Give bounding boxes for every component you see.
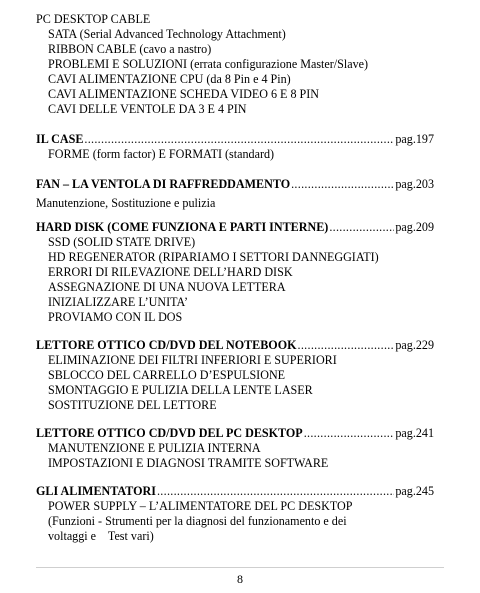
toc-subitem: Manutenzione, Sostituzione e pulizia [36,196,216,210]
dot-leader [291,177,394,192]
toc-subitem: CAVI DELLE VENTOLE DA 3 E 4 PIN [48,102,247,116]
toc-subitem: RIBBON CABLE (cavo a nastro) [48,42,212,56]
toc-entry-fan[interactable] [36,177,434,192]
toc-subitem: SMONTAGGIO E PULIZIA DELLA LENTE LASER [48,383,313,397]
toc-subitem: SOSTITUZIONE DEL LETTORE [48,398,217,412]
toc-subitem: SSD (SOLID STATE DRIVE) [48,235,196,249]
dot-leader [304,426,395,441]
dot-leader [157,484,394,499]
dot-leader [298,338,395,353]
toc-subitem: POWER SUPPLY – L’ALIMENTATORE DEL PC DESKTOP [48,499,353,513]
toc-entry-hard-disk[interactable] [36,220,434,235]
toc-subitem: SBLOCCO DEL CARRELLO D’ESPULSIONE [48,368,286,382]
toc-subitem: HD REGENERATOR (RIPARIAMO I SETTORI DANNEGGIATI) [48,250,379,264]
toc-entry-title: FAN – LA VENTOLA DI RAFFREDDAMENTO [36,177,291,191]
toc-entry-lettore-notebook[interactable] [36,338,434,353]
toc-entry-page: pag.209 [395,220,434,234]
toc-subitem: voltaggi e Test vari) [48,529,154,543]
toc-subitem: ASSEGNAZIONE DI UNA NUOVA LETTERA [48,280,286,294]
dot-leader [329,220,394,235]
toc-subitem: ERRORI DI RILEVAZIONE DELL’HARD DISK [48,265,293,279]
toc-subitem: MANUTENZIONE E PULIZIA INTERNA [48,441,261,455]
toc-entry-title: GLI ALIMENTATORI [36,484,156,498]
toc-entry-lettore-pc-desktop[interactable] [36,426,434,441]
section-heading-pc-desktop-cable: PC DESKTOP CABLE [36,12,151,26]
dot-leader [84,132,394,147]
toc-entry-title: LETTORE OTTICO CD/DVD DEL PC DESKTOP [36,426,303,440]
toc-entry-page: pag.241 [395,426,434,440]
toc-subitem: SATA (Serial Advanced Technology Attachment) [48,27,286,41]
toc-subitem: (Funzioni - Strumenti per la diagnosi del funzionamento e dei [48,514,347,528]
toc-entry-page: pag.203 [395,177,434,191]
toc-entry-page: pag.197 [395,132,434,146]
toc-entry-title: LETTORE OTTICO CD/DVD DEL NOTEBOOK [36,338,297,352]
toc-subitem: IMPOSTAZIONI E DIAGNOSI TRAMITE SOFTWARE [48,456,329,470]
toc-entry-title: HARD DISK (COME FUNZIONA E PARTI INTERNE) [36,220,329,234]
toc-subitem: INIZIALIZZARE L’UNITA’ [48,295,188,309]
toc-entry-il-case[interactable] [36,132,434,147]
toc-entry-page: pag.245 [395,484,434,498]
toc-subitem: CAVI ALIMENTAZIONE SCHEDA VIDEO 6 E 8 PIN [48,87,320,101]
toc-entry-alimentatori[interactable] [36,484,434,499]
toc-entry-page: pag.229 [395,338,434,352]
toc-entry-title: IL CASE [36,132,84,146]
toc-subitem: CAVI ALIMENTAZIONE CPU (da 8 Pin e 4 Pin) [48,72,291,86]
page-number: 8 [237,572,243,586]
toc-subitem: PROVIAMO CON IL DOS [48,310,183,324]
toc-subitem: PROBLEMI E SOLUZIONI (errata configurazione Master/Slave) [48,57,369,71]
footer-divider [36,567,444,568]
toc-subitem: FORME (form factor) E FORMATI (standard) [48,147,275,161]
toc-subitem: ELIMINAZIONE DEI FILTRI INFERIORI E SUPERIORI [48,353,337,367]
